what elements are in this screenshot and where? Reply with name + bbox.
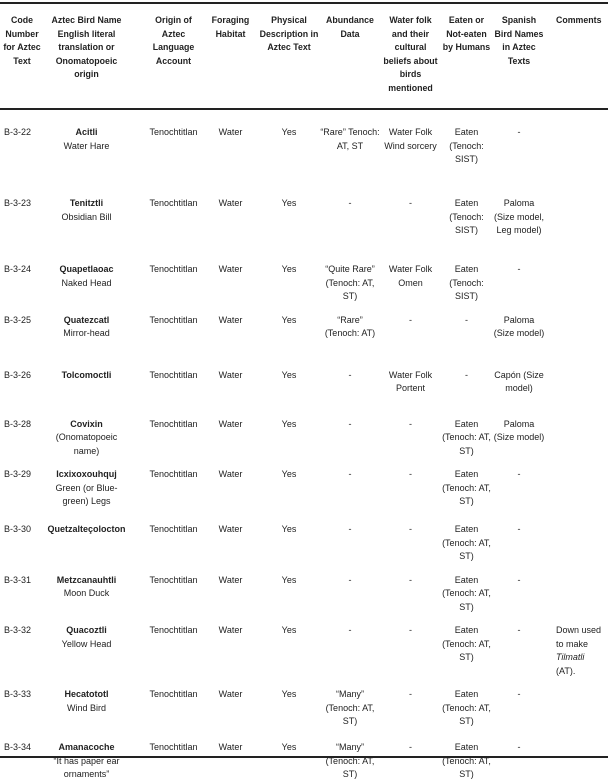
origin-cell: Tenochtitlan (149, 264, 198, 274)
spanish-name-cell: - (517, 625, 521, 635)
bird-name-cell (44, 731, 129, 782)
origin-cell: Tenochtitlan (149, 689, 198, 699)
bird-name-cell (44, 187, 129, 253)
eaten-cell: - (465, 369, 468, 380)
physical-description-cell: Yes (281, 625, 297, 635)
table-row (0, 359, 608, 408)
code-cell: B-3-29 (4, 469, 32, 479)
code-cell: B-3-24 (4, 264, 32, 274)
english-translation: Water Hare (63, 140, 110, 151)
comments-cell (545, 359, 608, 408)
aztec-name: Amanacoche (58, 742, 115, 752)
code-cell: B-3-30 (4, 524, 32, 534)
english-translation: Naked Head (61, 277, 112, 288)
table-row (0, 408, 608, 459)
abundance-cell: “Many” (Tenoch: AT, ST) (325, 689, 375, 726)
habitat-cell: Water (218, 127, 243, 137)
comments-cell (545, 253, 608, 304)
header-aztec-name: Aztec Bird Name English literal translation or Onomatopoeic origin (51, 15, 122, 79)
header-water-folk: Water folk and their cultural beliefs about birds mentioned (383, 15, 438, 93)
physical-description-cell: Yes (281, 369, 297, 380)
english-translation: “It has paper ear ornaments” (53, 755, 120, 779)
habitat-cell: Water (218, 742, 243, 752)
water-folk-cell: Water Folk Omen (388, 264, 433, 288)
comment-text: Down used to make (556, 625, 602, 649)
bird-name-cell (44, 109, 129, 187)
spanish-name-cell: - (517, 574, 521, 585)
english-translation: Green (or Blue-green) Legs (55, 482, 118, 506)
abundance-cell: - (348, 574, 352, 585)
spanish-name-cell: - (517, 742, 521, 752)
physical-description-cell: Yes (281, 418, 297, 429)
physical-description-cell: Yes (281, 742, 297, 752)
aztec-name: Covixin (70, 418, 103, 429)
table-row (0, 304, 608, 359)
origin-cell: Tenochtitlan (149, 574, 198, 585)
water-folk-cell: - (409, 314, 412, 325)
header-origin: Origin of Aztec Language Account (152, 15, 195, 66)
physical-description-cell: Yes (281, 689, 297, 699)
table-row (0, 614, 608, 678)
abundance-cell: “Rare” Tenoch: AT, ST (320, 127, 380, 151)
eaten-cell: Eaten (Tenoch: AT, ST) (442, 524, 491, 561)
origin-cell: Tenochtitlan (149, 742, 198, 752)
eaten-cell: - (465, 314, 468, 325)
aztec-name: Quacoztli (66, 625, 107, 635)
habitat-cell: Water (218, 418, 243, 429)
spanish-name-cell: - (517, 264, 521, 274)
table-row (0, 731, 608, 782)
origin-cell: Tenochtitlan (149, 625, 198, 635)
abundance-cell: - (348, 418, 352, 429)
header-abundance: Abundance Data (326, 15, 374, 39)
eaten-cell: Eaten (Tenoch: SIST) (449, 198, 484, 235)
abundance-cell: - (348, 198, 352, 208)
eaten-cell: Eaten (Tenoch: AT, ST) (442, 418, 491, 456)
abundance-cell: “Quite Rare” (Tenoch: AT, ST) (325, 264, 375, 301)
eaten-cell: Eaten (Tenoch: SIST) (449, 264, 484, 301)
comments-cell (545, 614, 608, 678)
code-cell: B-3-23 (4, 198, 32, 208)
comments-cell (545, 304, 608, 359)
physical-description-cell: Yes (281, 314, 297, 325)
abundance-cell: - (348, 469, 352, 479)
habitat-cell: Water (218, 264, 243, 274)
table-row (0, 513, 608, 564)
aztec-name: Quatezcatl (63, 314, 110, 325)
eaten-cell: Eaten (Tenoch: AT, ST) (442, 469, 491, 506)
water-folk-cell: - (409, 574, 412, 585)
bird-name-cell (44, 304, 129, 359)
habitat-cell: Water (218, 469, 243, 479)
english-translation: Wind Bird (66, 702, 106, 713)
origin-cell: Tenochtitlan (149, 127, 198, 137)
header-spanish: Spanish Bird Names in Aztec Texts (494, 15, 544, 66)
origin-cell: Tenochtitlan (149, 314, 198, 325)
table-row (0, 253, 608, 304)
aztec-name: Hecatototl (64, 689, 109, 699)
comments-cell (545, 678, 608, 731)
physical-description-cell: Yes (281, 264, 297, 274)
bird-name-cell (44, 408, 129, 459)
comments-cell (545, 564, 608, 615)
habitat-cell: Water (218, 369, 243, 380)
english-translation: Mirror-head (63, 328, 110, 338)
origin-cell: Tenochtitlan (149, 418, 198, 429)
bird-name-cell (44, 564, 129, 615)
eaten-cell: Eaten (Tenoch: SIST) (449, 127, 484, 164)
table-row (0, 678, 608, 731)
comment-source: (AT). (556, 665, 576, 676)
table-row (0, 458, 608, 513)
origin-cell: Tenochtitlan (149, 369, 198, 380)
code-cell: B-3-22 (4, 127, 32, 137)
water-folk-cell: - (409, 625, 412, 635)
comments-cell (545, 513, 608, 564)
aztec-name: Quapetlaoac (59, 264, 114, 274)
header-comments: Comments (556, 15, 602, 25)
aztec-name: Icxixoxouhquj (56, 469, 117, 479)
water-folk-cell: - (409, 418, 412, 429)
spanish-name-cell: Paloma (Size model) (493, 314, 545, 338)
aztec-name: Tenitztli (69, 198, 104, 208)
abundance-cell: - (348, 369, 352, 380)
header-eaten: Eaten or Not-eaten by Humans (442, 15, 491, 52)
physical-description-cell: Yes (281, 574, 297, 585)
water-folk-cell: Water Folk Wind sorcery (384, 127, 437, 151)
spanish-name-cell: Paloma (Size model) (493, 418, 545, 442)
spanish-name-cell: - (517, 524, 521, 534)
habitat-cell: Water (218, 314, 243, 325)
spanish-name-cell: - (517, 127, 521, 137)
comments-cell (545, 109, 608, 187)
english-translation: Obsidian Bill (61, 211, 112, 222)
bird-name-cell (44, 253, 129, 304)
physical-description-cell: Yes (281, 469, 297, 479)
eaten-cell: Eaten (Tenoch: AT, ST) (442, 574, 491, 612)
bird-name-cell (44, 513, 129, 564)
eaten-cell: Eaten (Tenoch: AT, ST) (442, 689, 491, 726)
bird-name-cell (44, 458, 129, 513)
header-row (0, 0, 608, 109)
comments-cell (545, 731, 608, 782)
habitat-cell: Water (218, 689, 243, 699)
water-folk-cell: - (409, 689, 412, 699)
table-row (0, 187, 608, 253)
comments-cell (545, 458, 608, 513)
code-cell: B-3-28 (4, 418, 32, 429)
table-row (0, 109, 608, 187)
spanish-name-cell: - (517, 469, 521, 479)
abundance-cell: - (348, 625, 352, 635)
physical-description-cell: Yes (281, 127, 297, 137)
english-translation: (Onomatopoeic name) (55, 432, 118, 456)
bird-name-cell (44, 614, 129, 678)
eaten-cell: Eaten (Tenoch: AT, ST) (442, 742, 491, 779)
english-translation: Yellow Head (61, 638, 112, 649)
spanish-name-cell: - (517, 689, 521, 699)
spanish-name-cell: Capón (Size model) (494, 369, 544, 393)
physical-description-cell: Yes (281, 198, 297, 208)
spanish-name-cell: Paloma (Size model, Leg model) (493, 198, 545, 235)
habitat-cell: Water (218, 198, 243, 208)
bird-name-cell (44, 359, 129, 408)
habitat-cell: Water (218, 625, 243, 635)
aztec-name: Metzcanauhtli (56, 574, 117, 585)
water-folk-cell: - (409, 198, 412, 208)
comments-cell (545, 408, 608, 459)
abundance-cell: - (348, 524, 352, 534)
comments-cell (545, 187, 608, 253)
origin-cell: Tenochtitlan (149, 469, 198, 479)
water-folk-cell: - (409, 469, 412, 479)
origin-cell: Tenochtitlan (149, 198, 198, 208)
physical-description-cell: Yes (281, 524, 297, 534)
table-row (0, 564, 608, 615)
code-cell: B-3-26 (4, 369, 32, 380)
eaten-cell: Eaten (Tenoch: AT, ST) (442, 625, 491, 662)
water-folk-cell: - (409, 524, 412, 534)
aztec-name: Acitli (75, 127, 98, 137)
abundance-cell: “Rare” (Tenoch: AT) (324, 314, 376, 338)
code-cell: B-3-25 (4, 314, 32, 325)
code-cell: B-3-32 (4, 625, 32, 635)
water-folk-cell: Water Folk Portent (388, 369, 433, 393)
code-cell: B-3-34 (4, 742, 32, 752)
header-habitat: Foraging Habitat (211, 15, 250, 39)
header-physical: Physical Description in Aztec Text (259, 15, 319, 52)
code-cell: B-3-33 (4, 689, 32, 699)
bird-name-cell (44, 678, 129, 731)
habitat-cell: Water (218, 574, 243, 585)
water-folk-cell: - (409, 742, 412, 752)
aztec-name: Quetzalteçolocton (47, 524, 126, 534)
code-cell: B-3-31 (4, 574, 32, 585)
comment-italic-term: Tilmatli (556, 652, 585, 662)
aztec-name: Tolcomoctli (61, 369, 112, 380)
abundance-cell: “Many” (Tenoch: AT, ST) (325, 742, 375, 779)
origin-cell: Tenochtitlan (149, 524, 198, 534)
english-translation: Moon Duck (63, 588, 110, 598)
header-code: Code Number for Aztec Text (3, 15, 41, 66)
habitat-cell: Water (218, 524, 243, 534)
